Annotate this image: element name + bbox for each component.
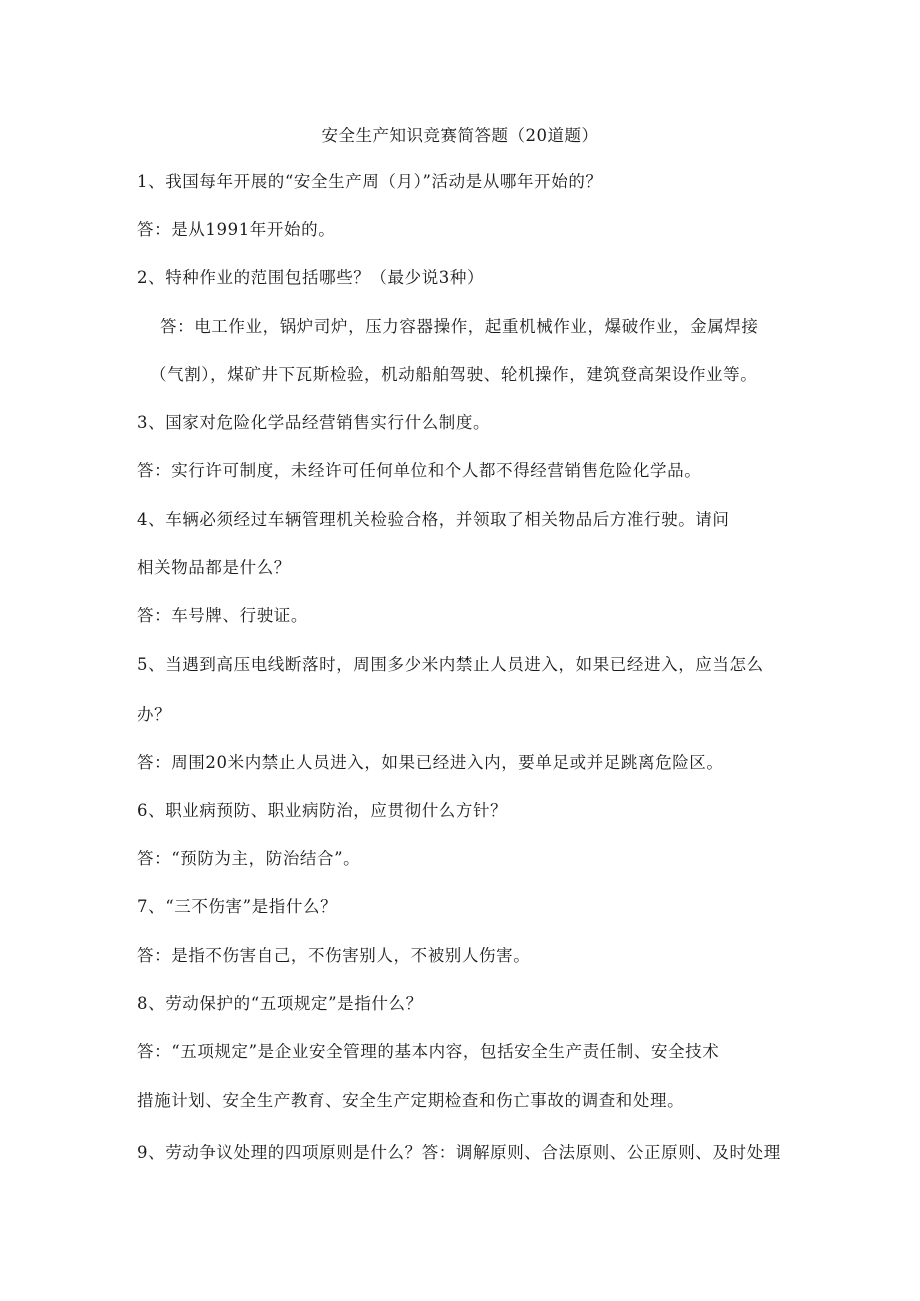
answer-2-line-1: 答：电工作业，锅炉司炉，压力容器操作，起重机械作业，爆破作业，金属焊接 <box>160 317 759 336</box>
question-3: 3、国家对危险化学品经营销售实行什么制度。 <box>137 413 491 432</box>
question-5-line-1: 5、当遇到高压电线断落时，周围多少米内禁止人员进入，如果已经进入，应当怎么 <box>137 655 764 674</box>
question-1: 1、我国每年开展的“安全生产周（月）”活动是从哪年开始的？ <box>137 172 603 191</box>
answer-2-line-2: （气割），煤矿井下瓦斯检验，机动船舶驾驶、轮机操作，建筑登高架设作业等。 <box>150 365 758 384</box>
question-5-line-2: 办？ <box>137 705 172 724</box>
question-7: 7、“三不伤害”是指什么？ <box>137 897 338 916</box>
answer-4: 答：车号牌、行驶证。 <box>137 606 308 625</box>
answer-6: 答：“预防为主，防治结合”。 <box>137 849 361 868</box>
answer-1: 答：是从1991年开始的。 <box>137 220 336 239</box>
answer-8-line-1: 答：“五项规定”是企业安全管理的基本内容，包括安全生产责任制、安全技术 <box>137 1042 720 1061</box>
answer-5: 答：周围20米内禁止人员进入，如果已经进入内，要单足或并足跳离危险区。 <box>137 753 724 772</box>
question-9: 9、劳动争议处理的四项原则是什么？答：调解原则、合法原则、公正原则、及时处理 <box>137 1143 781 1162</box>
page-title: 安全生产知识竞赛简答题（20道题） <box>321 126 599 145</box>
question-6: 6、职业病预防、职业病防治，应贯彻什么方针？ <box>137 801 508 820</box>
question-8: 8、劳动保护的“五项规定”是指什么？ <box>137 994 423 1013</box>
answer-8-line-2: 措施计划、安全生产教育、安全生产定期检查和伤亡事故的调查和处理。 <box>137 1091 685 1110</box>
answer-3: 答：实行许可制度，未经许可任何单位和个人都不得经营销售危险化学品。 <box>137 461 702 480</box>
question-2: 2、特种作业的范围包括哪些？（最少说3种） <box>137 268 485 287</box>
question-4-line-2: 相关物品都是什么？ <box>137 558 291 577</box>
answer-7: 答：是指不伤害自己，不伤害别人，不被别人伤害。 <box>137 946 531 965</box>
question-4-line-1: 4、车辆必须经过车辆管理机关检验合格，并领取了相关物品后方准行驶。请问 <box>137 510 730 529</box>
